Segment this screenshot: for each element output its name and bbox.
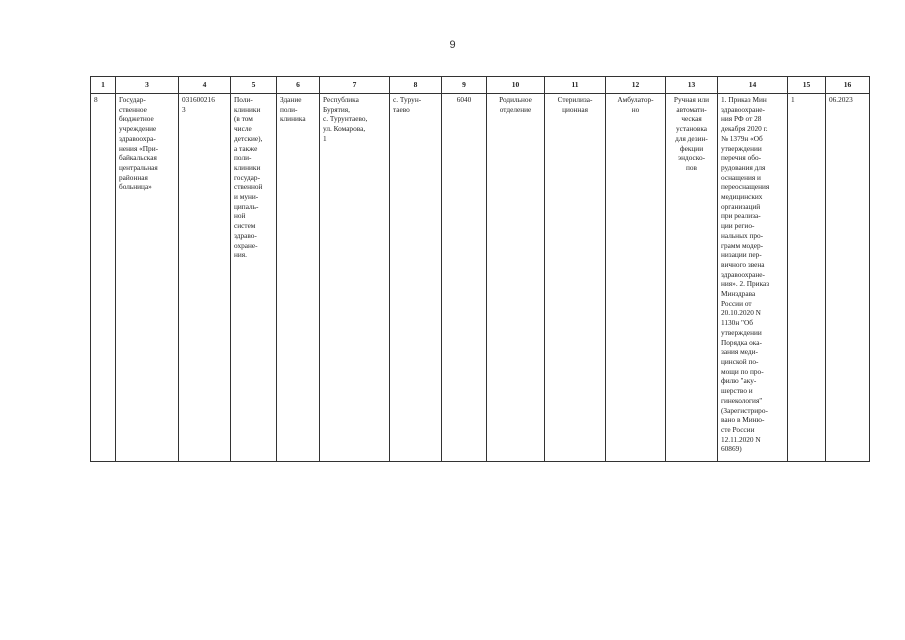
header-cell-col-7: 7 <box>320 77 390 94</box>
regulation-cell: 1. Приказ Мин здравоохране- ния РФ от 28 декабря 2020 г. № 1379н «Об утверждении перечня обо- рудования для оснащения и переоснащения медицинских организаций при реализа- ции регио- нальных про- грамм модер- низации пер- вичного звена здравоохране- ния». 2. Приказ Минздрава России от 20.10.2020 N 1130н "Об утверждении Порядка ока- зания меди- цинской по- мощи по про- филю "аку- шерство и гинекология" (Зарегистриро- вано в Миню- сте России 12.11.2020 N 60869) <box>718 94 788 462</box>
table-row <box>91 94 870 462</box>
header-cell-col-5: 5 <box>231 77 277 94</box>
row-number-cell: 8 <box>91 94 116 462</box>
department-cell: Родильное отделение <box>487 94 545 462</box>
header-cell-col-11: 11 <box>545 77 606 94</box>
number-cell: 6040 <box>442 94 487 462</box>
room-cell: Стерилиза- ционная <box>545 94 606 462</box>
equipment-cell: Ручная или автомати- ческая установка для дезин- фекции эндоско- пов <box>666 94 718 462</box>
header-row <box>91 77 870 94</box>
care-mode-cell: Амбулатор- но <box>606 94 666 462</box>
header-cell-col-13: 13 <box>666 77 718 94</box>
header-cell-col-12: 12 <box>606 77 666 94</box>
building-cell: Здание поли- клиника <box>277 94 320 462</box>
header-cell-col-8: 8 <box>390 77 442 94</box>
code-cell: 031600216 3 <box>179 94 231 462</box>
date-cell: 06.2023 <box>826 94 870 462</box>
locality-cell: с. Турун- таево <box>390 94 442 462</box>
header-cell-col-3: 3 <box>116 77 179 94</box>
facility-type-cell: Поли- клиники (в том числе детские), а также поли- клиники государ- ственной и муни- ципаль- ной систем здраво- охране- ния. <box>231 94 277 462</box>
page-number: 9 <box>449 39 456 51</box>
header-cell-col-4: 4 <box>179 77 231 94</box>
header-cell-col-14: 14 <box>718 77 788 94</box>
equipment-table <box>90 76 870 462</box>
address-cell: Республика Бурятия, с. Турунтаево, ул. Комарова, 1 <box>320 94 390 462</box>
header-cell-col-15: 15 <box>788 77 826 94</box>
header-cell-col-10: 10 <box>487 77 545 94</box>
institution-name-cell: Государ- ственное бюджетное учреждение здравоохра- нения «При- байкальская центральная районная больница» <box>116 94 179 462</box>
header-cell-col-6: 6 <box>277 77 320 94</box>
header-cell-col-9: 9 <box>442 77 487 94</box>
header-cell-col-1: 1 <box>91 77 116 94</box>
quantity-cell: 1 <box>788 94 826 462</box>
header-cell-col-16: 16 <box>826 77 870 94</box>
